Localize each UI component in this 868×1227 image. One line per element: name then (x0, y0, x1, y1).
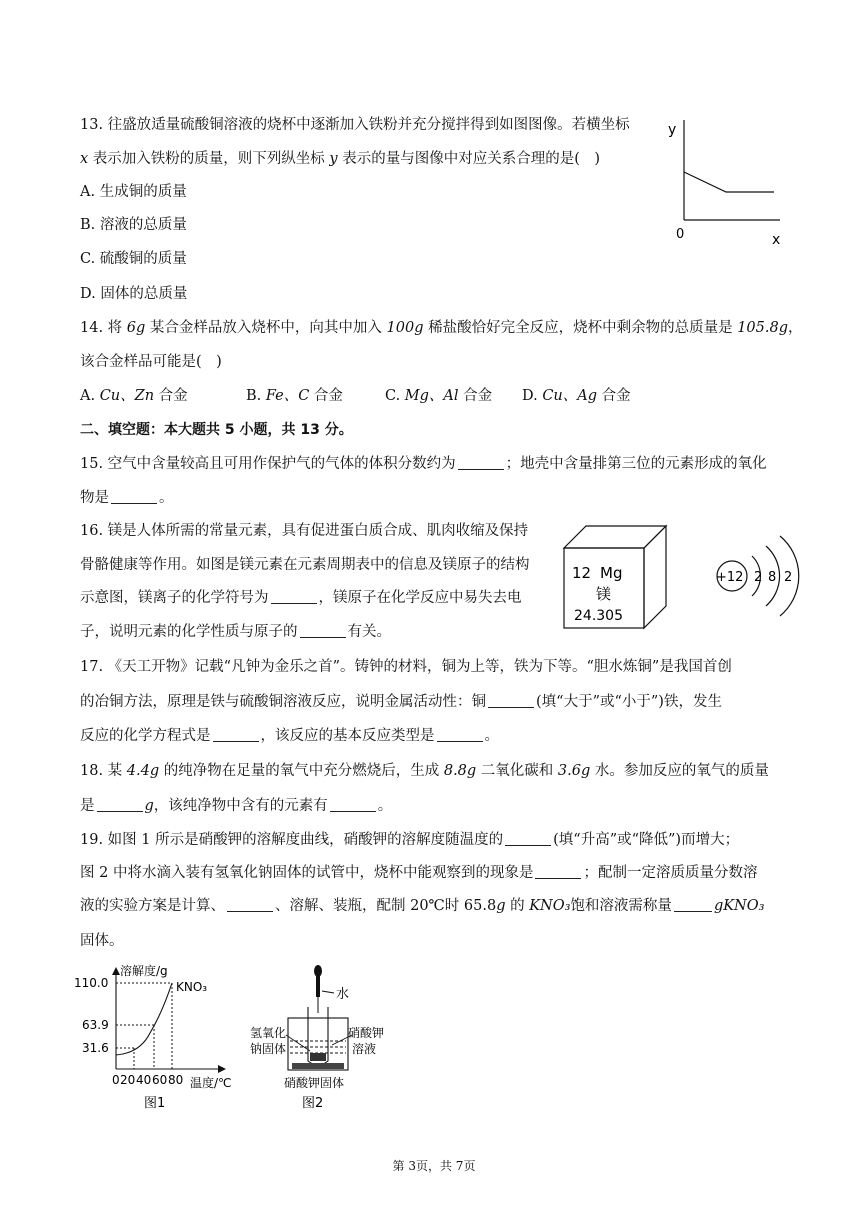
q14-option-b: B. Fe、C 合金 (246, 388, 343, 404)
fig1-xtick-20: 20 (120, 1073, 136, 1087)
q13-line2 (80, 149, 600, 169)
q14-line1 (80, 318, 803, 338)
q13-line2-tail: 表示的量与图像中对应关系合理的是( ) (337, 151, 601, 167)
graph-y-label: y (668, 122, 677, 138)
q17-blank-3[interactable] (437, 727, 483, 742)
q15-blank-1[interactable] (458, 455, 504, 470)
fig2-label-solution-2: 溶液 (352, 1042, 377, 1056)
element-name: 镁 (596, 585, 612, 603)
fig1-curve-label: KNO₃ (176, 980, 208, 994)
q16-line3: 示意图，镁离子的化学符号为 ，镁原子在化学反应中易失去电 (80, 590, 522, 606)
section-title: 二、填空题：本大题共 5 小题，共 13 分。 (80, 422, 353, 438)
q19-blank-3[interactable] (227, 897, 273, 912)
fig1-ylabel: 溶解度/g (120, 964, 168, 978)
q14-option-a: A. Cu、Zn 合金 (80, 388, 188, 404)
q19-blank-4[interactable] (674, 897, 712, 912)
element-mass: 24.305 (574, 608, 623, 624)
element-symbol: Mg (600, 564, 623, 582)
q18-blank-2[interactable] (330, 797, 376, 812)
q18-line1: 18. 某 4.4g 的纯净物在足量的氧气中充分燃烧后，生成 8.8g 二氧化碳和 3.6g 水。参加反应的氧气的质量 (80, 763, 769, 779)
fig2-label-naoh-2: 钠固体 (250, 1042, 287, 1056)
q17-line3: 反应的化学方程式是 ，该反应的基本反应类型是 。 (80, 728, 499, 744)
q19-line1: 19. 如图 1 所示是硝酸钾的溶解度曲线，硝酸钾的溶解度随温度的 (填“升高”或“降低”)而增大； (80, 832, 740, 848)
q13-option-d: D. 固体的总质量 (80, 286, 188, 302)
graph-origin: 0 (676, 227, 685, 242)
q17-line2: 的冶铜方法，原理是铁与硫酸铜溶液反应，说明金属活动性：铜 (填“大于”或“小于”)铁，发生 (80, 694, 722, 710)
fig1-xtick-80: 80 (168, 1073, 184, 1087)
q13-option-c: C. 硫酸铜的质量 (80, 251, 187, 267)
q13-graph (660, 112, 790, 250)
q14-text-e: 稀盐酸恰好完全反应，烧杯中剩余物的总质量是 (423, 320, 738, 336)
q17-blank-1[interactable] (488, 693, 534, 708)
q17-line1: 17. 《天工开物》记载“凡钟为金乐之首”。铸钟的材料，铜为上等，铁为下等。“胆水炼铜”是我国首创 (80, 659, 732, 675)
page-footer: 第 3页，共 7页 (392, 1159, 476, 1173)
q14-mass-acid: 100g (386, 320, 424, 336)
q19-line3: 液的实验方案是计算、 、溶解、装瓶，配制 20℃时 65.8g 的 KNO₃饱和溶液需称量 gKNO₃ (80, 898, 765, 914)
fig2-label-naoh-1: 氢氧化 (250, 1026, 287, 1040)
q15-blank-2[interactable] (111, 489, 157, 504)
q16-line2: 骨骼健康等作用。如图是镁元素在元素周期表中的信息及镁原子的结构 (80, 557, 530, 573)
nucleus-charge: +12 (716, 570, 744, 585)
q15-line2: 物是 。 (80, 490, 174, 506)
q16-blank-2[interactable] (300, 623, 346, 638)
fig2-label-solution-1: 硝酸钾 (348, 1026, 385, 1040)
shell-1: 2 (754, 570, 763, 585)
q18-blank-1[interactable] (97, 797, 143, 812)
fig1-xtick-60: 60 (152, 1073, 168, 1087)
shell-3: 2 (784, 570, 793, 585)
q13-option-b: B. 溶液的总质量 (80, 217, 187, 233)
q19-line4: 固体。 (80, 933, 124, 949)
q14-mass-total: 105.8g (737, 320, 788, 336)
element-cell-figure (556, 518, 676, 633)
q19-line2: 图 2 中将水滴入装有氢氧化钠固体的试管中，烧杯中能观察到的现象是 ；配制一定溶质质量分数溶 (80, 865, 758, 881)
fig1-solubility-chart (70, 963, 255, 1113)
element-number: 12 (572, 564, 592, 582)
fig1-xlabel: 温度/℃ (190, 1076, 232, 1090)
q14-text-a: 14. 将 (80, 320, 127, 336)
q16-line1: 16. 镁是人体所需的常量元素，具有促进蛋白质合成、肌肉收缩及保持 (80, 523, 529, 539)
graph-x-label: x (772, 232, 781, 248)
q14-option-c: C. Mg、Al 合金 (385, 388, 493, 404)
fig2-label-water: 水 (336, 987, 350, 1002)
q19-blank-1[interactable] (505, 831, 551, 846)
q19-blank-2[interactable] (535, 864, 581, 879)
q14-text-c: 某合金样品放入烧杯中，向其中加入 (145, 320, 387, 336)
q13-line1: 13. 往盛放适量硫酸铜溶液的烧杯中逐渐加入铁粉并充分搅拌得到如图图像。若横坐标 (80, 117, 630, 133)
fig1-xtick-0: 0 (112, 1073, 120, 1087)
fig2-apparatus (248, 963, 408, 1113)
mg-atom-diagram (700, 520, 810, 630)
q14-line2: 该合金样品可能是( ) (80, 354, 222, 370)
q14-mass-sample: 6g (126, 320, 146, 336)
q15-line1: 15. 空气中含量较高且可用作保护气的气体的体积分数约为 ；地壳中含量排第三位的元素形成的氧化 (80, 456, 767, 472)
var-x: x (80, 151, 89, 167)
fig1-ytick-63: 63.9 (82, 1018, 109, 1032)
var-y: y (329, 151, 338, 167)
q16-line4: 子，说明元素的化学性质与原子的 有关。 (80, 624, 391, 640)
q14-option-d: D. Cu、Ag 合金 (522, 388, 631, 404)
fig1-ytick-31: 31.6 (82, 1041, 109, 1055)
q13-line2-text: 表示加入铁粉的质量，则下列纵坐标 (88, 151, 330, 167)
q13-option-a: A. 生成铜的质量 (80, 184, 187, 200)
fig2-caption: 图2 (302, 1096, 324, 1111)
fig2-label-solid: 硝酸钾固体 (284, 1076, 345, 1090)
shell-2: 8 (768, 570, 777, 585)
fig1-ytick-110: 110.0 (74, 976, 109, 990)
fig1-xtick-40: 40 (136, 1073, 152, 1087)
q18-line2: 是 g，该纯净物中含有的元素有 。 (80, 798, 393, 814)
q16-blank-1[interactable] (271, 589, 317, 604)
q17-blank-2[interactable] (213, 727, 259, 742)
q14-text-g: ， (788, 320, 803, 336)
fig1-caption: 图1 (144, 1096, 166, 1111)
